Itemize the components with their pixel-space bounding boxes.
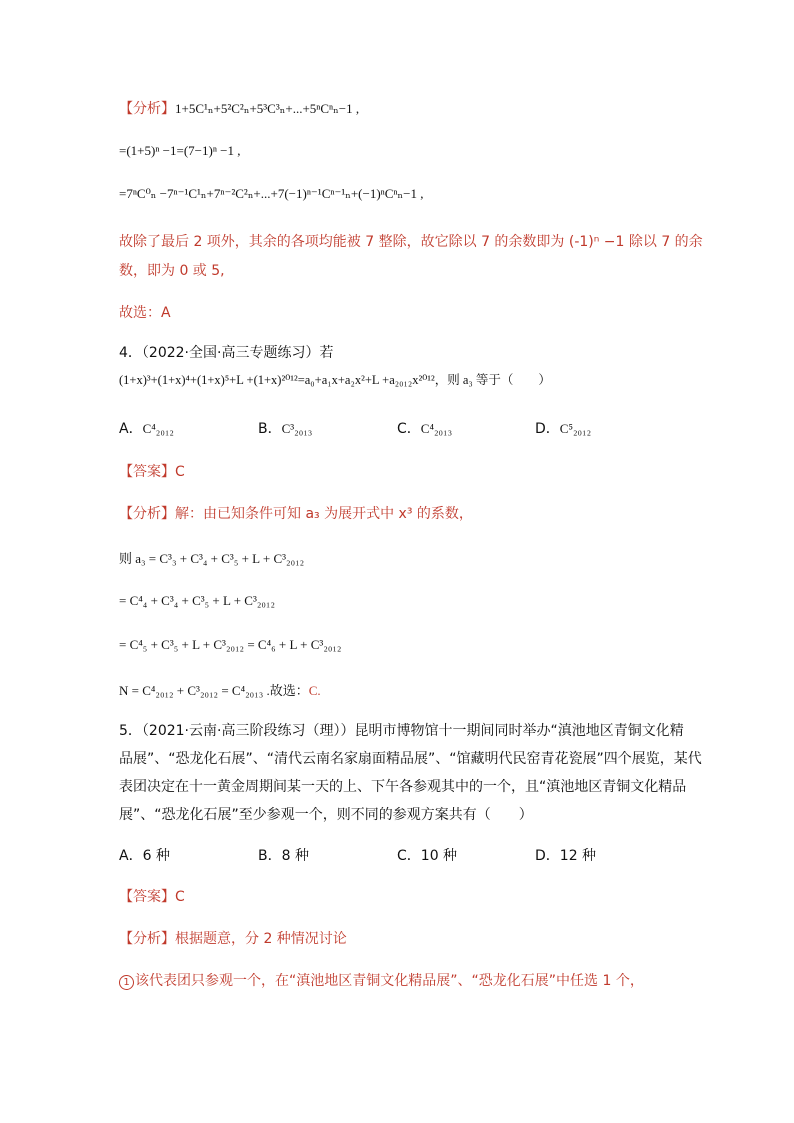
option-a — [119, 418, 174, 438]
solution-step-3: = C⁴₅ + C³₅ + L + C³₂₀₁₂ = C⁴₆ + L + C³₂₀₁₂ — [119, 637, 342, 652]
option-label: C． — [397, 421, 421, 437]
question-4-header — [119, 342, 333, 362]
question-number: 5． — [119, 723, 142, 739]
answer-value: C — [175, 464, 185, 480]
option-d — [535, 418, 591, 438]
option-value: 10 种 — [420, 848, 458, 864]
option-a — [119, 845, 170, 865]
case-1-line — [119, 970, 644, 990]
analysis-line-2 — [119, 143, 241, 159]
analysis-line-3 — [119, 186, 423, 202]
solution-step-1: 则 a₃ = C³₃ + C³₄ + C³₅ + L + C³₂₀₁₂ — [119, 551, 305, 566]
option-label: D． — [535, 421, 560, 437]
question-5-line-2: 品展”、“恐龙化石展”、“清代云南名家扇面精品展”、“馆藏明代民窑青花瓷展”四个展览，某代 — [119, 751, 702, 767]
option-b — [258, 418, 312, 438]
option-d — [535, 845, 596, 865]
question-4-equation: (1+x)³+(1+x)⁴+(1+x)⁵+L +(1+x)²⁰¹²=a₀+a₁x+a₂x²+L +a₂₀₁₂x²⁰¹²，则 a₃ 等于（ ） — [119, 373, 551, 387]
option-c — [397, 418, 452, 438]
formula: 1+5C¹ₙ+5²C²ₙ+5³C³ₙ+...+5ⁿCⁿₙ−1 , — [175, 101, 360, 116]
analysis-line — [119, 503, 473, 523]
option-value: C⁴₂₀₁₃ — [420, 421, 453, 436]
answer-tag: 【答案】 — [119, 889, 175, 905]
option-value: C³₂₀₁₃ — [281, 421, 313, 436]
formula: =(1+5)ⁿ −1=(7−1)ⁿ −1 , — [119, 143, 241, 158]
option-b — [258, 845, 309, 865]
formula: =7ⁿC⁰ₙ −7ⁿ⁻¹C¹ₙ+7ⁿ⁻²C²ₙ+...+7(−1)ⁿ⁻¹Cⁿ⁻¹ₙ+(−1)ⁿCⁿₙ−1 , — [119, 186, 424, 201]
answer-line — [119, 461, 185, 481]
option-c — [397, 845, 457, 865]
analysis-tag: 【分析】 — [119, 101, 175, 117]
solution-step-4 — [119, 680, 321, 699]
option-label: D． — [535, 848, 560, 864]
question-5-line-1 — [119, 720, 684, 740]
option-label: A． — [119, 421, 143, 437]
case-text: 该代表团只参观一个，在“滇池地区青铜文化精品展”、“恐龙化石展”中任选 1 个， — [135, 973, 644, 989]
analysis-text-line: 数，即为 0 或 5, — [119, 263, 225, 279]
step-answer: C. — [308, 683, 321, 698]
option-value: 12 种 — [559, 848, 597, 864]
question-5-line-4: 展”、“恐龙化石展”至少参观一个，则不同的参观方案共有（ ） — [119, 807, 533, 823]
formula: N = C⁴₂₀₁₂ + C³₂₀₁₂ = C⁴₂₀₁₃ .故选： — [119, 683, 309, 698]
analysis-text-line: 故除了最后 2 项外，其余的各项均能被 7 整除，故它除以 7 的余数即为 (-1)ⁿ −1 除以 7 的余 — [119, 234, 703, 250]
analysis-tag: 【分析】 — [119, 931, 175, 947]
answer-value: C — [175, 889, 185, 905]
option-value: C⁴₂₀₁₂ — [142, 421, 174, 436]
option-label: A． — [119, 848, 143, 864]
option-label: C． — [397, 848, 421, 864]
question-text: （2021·云南·高三阶段练习（理））昆明市博物馆十一期间同时举办“滇池地区青铜文化精 — [141, 723, 684, 739]
analysis-line-1 — [119, 98, 359, 118]
analysis-tag: 【分析】 — [119, 506, 175, 522]
answer-tag: 【答案】 — [119, 464, 175, 480]
question-source: （2022·全国·高三专题练习）若 — [141, 345, 334, 361]
analysis-text: 根据题意，分 2 种情况讨论 — [175, 931, 347, 947]
choose-line: 故选：A — [119, 305, 171, 321]
analysis-line — [119, 928, 347, 948]
circled-number-icon: 1 — [119, 975, 134, 990]
option-label: B． — [258, 848, 282, 864]
option-value: 6 种 — [142, 848, 170, 864]
question-5-line-3: 表团决定在十一黄金周期间某一天的上、下午各参观其中的一个，且“滇池地区青铜文化精品 — [119, 779, 687, 795]
answer-line — [119, 886, 185, 906]
option-label: B． — [258, 421, 282, 437]
analysis-lead: 解：由已知条件可知 a₃ 为展开式中 x³ 的系数， — [175, 506, 473, 522]
option-value: C⁵₂₀₁₂ — [559, 421, 592, 436]
option-value: 8 种 — [281, 848, 309, 864]
solution-step-2: = C⁴₄ + C³₄ + C³₅ + L + C³₂₀₁₂ — [119, 593, 275, 608]
question-number: 4． — [119, 345, 142, 361]
